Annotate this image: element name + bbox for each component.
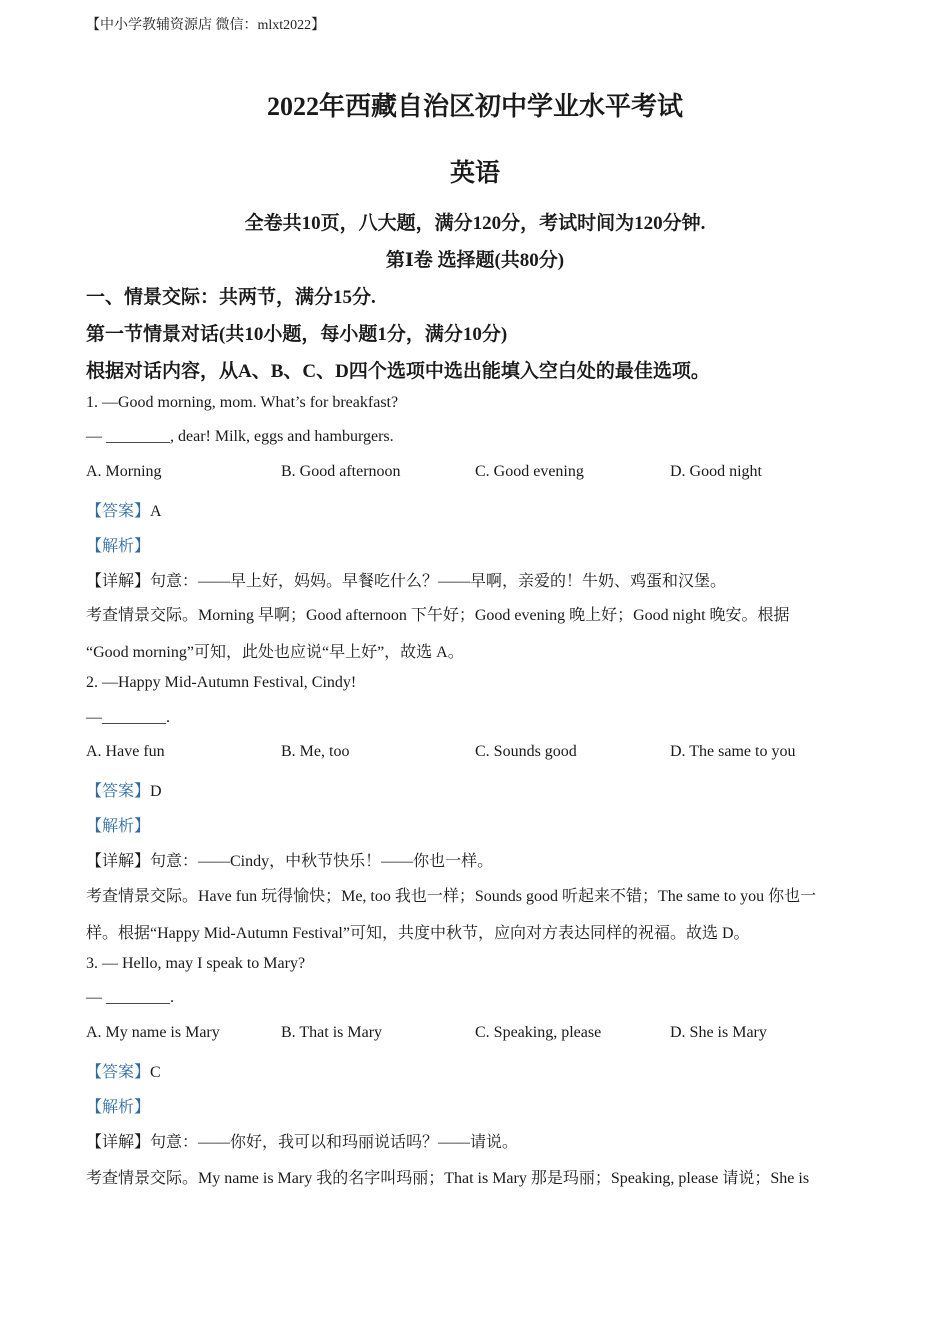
question-1-line-1: 1. —Good morning, mom. What’s for breakfast? bbox=[86, 394, 399, 411]
question-2-options bbox=[86, 743, 886, 765]
instruction: 根据对话内容，从A、B、C、D四个选项中选出能填入空白处的最佳选项。 bbox=[86, 361, 710, 382]
question-1-option-a: A. Morning bbox=[86, 463, 162, 480]
question-3-line-1: 3. — Hello, may I speak to Mary? bbox=[86, 955, 306, 972]
question-1-option-c: C. Good evening bbox=[475, 463, 584, 480]
answer-tag: 【答案】 bbox=[86, 1064, 151, 1081]
part-one-heading: 一、情景交际：共两节，满分15分. bbox=[86, 287, 376, 308]
analysis-tag: 【解析】 bbox=[86, 1099, 151, 1116]
analysis-tag: 【解析】 bbox=[86, 818, 151, 835]
question-2-answer bbox=[86, 778, 162, 801]
question-3-answer bbox=[86, 1059, 161, 1082]
question-3-option-a: A. My name is Mary bbox=[86, 1024, 220, 1041]
subject-title: 英语 bbox=[449, 160, 500, 187]
answer-tag: 【答案】 bbox=[86, 503, 151, 520]
question-3-option-c: C. Speaking, please bbox=[475, 1024, 602, 1041]
question-2-line-2: —________. bbox=[86, 709, 170, 726]
question-1-option-d: D. Good night bbox=[670, 463, 762, 480]
volume-heading: 第Ⅰ卷 选择题(共80分) bbox=[385, 250, 565, 271]
header-note: 【中小学教辅资源店 微信：mlxt2022】 bbox=[86, 18, 326, 33]
question-2-line-1: 2. —Happy Mid-Autumn Festival, Cindy! bbox=[86, 674, 357, 691]
answer-value: D bbox=[150, 783, 162, 800]
question-2-option-b: B. Me, too bbox=[281, 743, 350, 760]
answer-value: A bbox=[150, 503, 162, 520]
question-1-options bbox=[86, 463, 886, 485]
question-2-option-a: A. Have fun bbox=[86, 743, 165, 760]
question-1-answer bbox=[86, 498, 162, 521]
question-3-line-2: — ________. bbox=[86, 989, 174, 1006]
question-1-explain-1: 考查情景交际。Morning 早啊；Good afternoon 下午好；Good evening 晚上好；Good night 晚安。根据 bbox=[86, 607, 790, 624]
exam-info: 全卷共10页，八大题，满分120分，考试时间为120分钟. bbox=[244, 213, 706, 234]
question-3-detail: 【详解】句意：——你好，我可以和玛丽说话吗？——请说。 bbox=[86, 1134, 519, 1151]
question-1-detail: 【详解】句意：——早上好，妈妈。早餐吃什么？——早啊，亲爱的！牛奶、鸡蛋和汉堡。 bbox=[86, 573, 727, 590]
question-1-line-2: — ________, dear! Milk, eggs and hamburgers. bbox=[86, 428, 394, 445]
section-one-heading: 第一节情景对话(共10小题，每小题1分，满分10分) bbox=[86, 324, 508, 345]
question-1-analysis bbox=[86, 533, 150, 556]
question-3-option-b: B. That is Mary bbox=[281, 1024, 383, 1041]
question-3-options bbox=[86, 1024, 886, 1046]
answer-tag: 【答案】 bbox=[86, 783, 151, 800]
answer-value: C bbox=[150, 1064, 161, 1081]
exam-title: 2022年西藏自治区初中学业水平考试 bbox=[266, 92, 683, 121]
question-2-explain-1: 考查情景交际。Have fun 玩得愉快；Me, too 我也一样；Sounds good 听起来不错；The same to you 你也一 bbox=[86, 888, 817, 905]
question-2-explain-2: 样。根据“Happy Mid-Autumn Festival”可知，共度中秋节，应向对方表达同样的祝福。故选 D。 bbox=[86, 925, 750, 942]
question-2-analysis bbox=[86, 813, 150, 836]
question-2-option-d: D. The same to you bbox=[670, 743, 796, 760]
question-2-detail: 【详解】句意：——Cindy，中秋节快乐！——你也一样。 bbox=[86, 853, 494, 870]
question-1-explain-2: “Good morning”可知，此处也应说“早上好”，故选 A。 bbox=[86, 644, 464, 661]
analysis-tag: 【解析】 bbox=[86, 538, 151, 555]
question-3-explain-1: 考查情景交际。My name is Mary 我的名字叫玛丽；That is Mary 那是玛丽；Speaking, please 请说；She is bbox=[86, 1170, 810, 1187]
question-3-option-d: D. She is Mary bbox=[670, 1024, 767, 1041]
question-2-option-c: C. Sounds good bbox=[475, 743, 577, 760]
question-3-analysis bbox=[86, 1094, 150, 1117]
question-1-option-b: B. Good afternoon bbox=[281, 463, 401, 480]
